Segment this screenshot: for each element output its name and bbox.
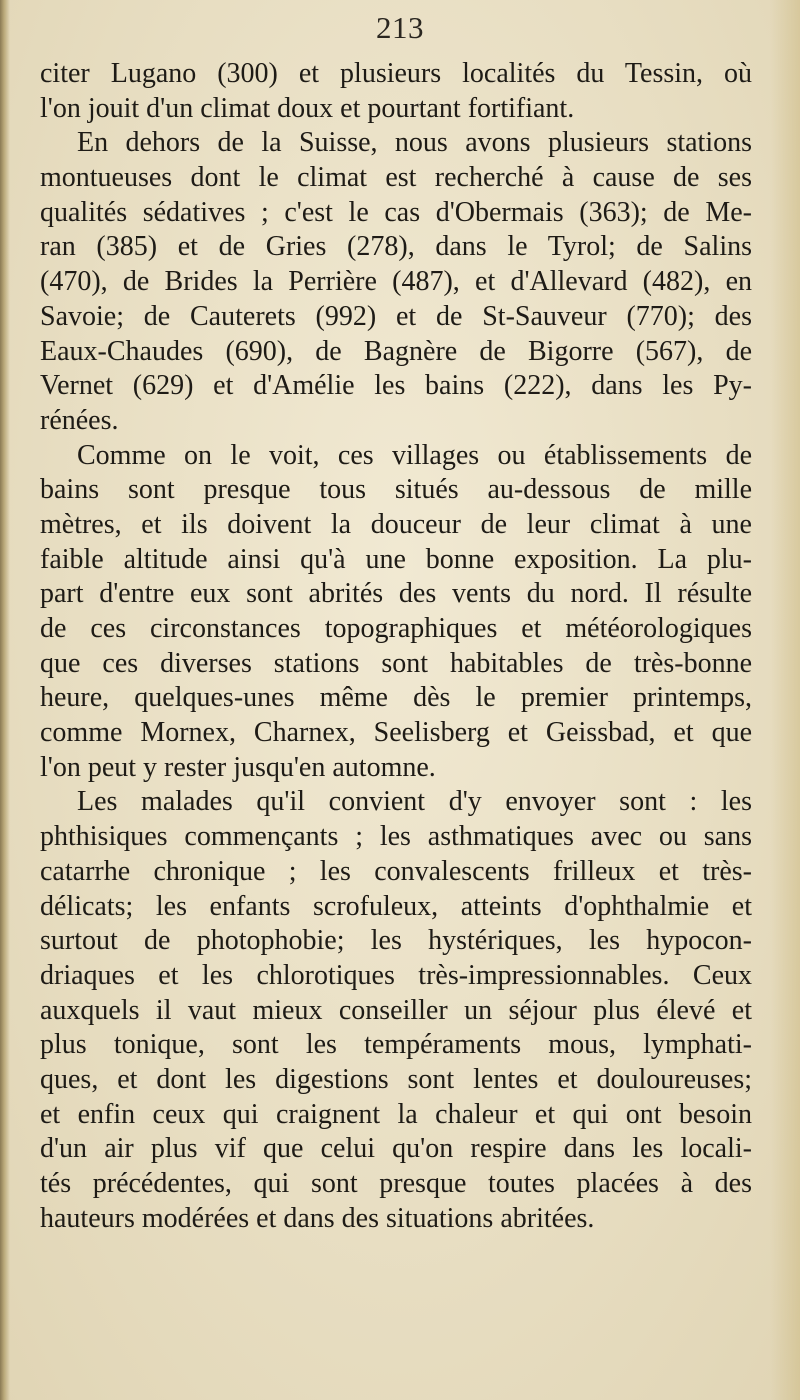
text-line: En dehors de la Suisse, nous avons plusieurs stations xyxy=(77,127,752,159)
page-outer-edge xyxy=(770,0,800,1400)
text-line: ran (385) et de Gries (278), dans le Tyrol; de Salins xyxy=(40,231,752,263)
text-line: Comme on le voit, ces villages ou établissements de xyxy=(77,439,752,471)
text-line: ques, et dont les digestions sont lentes et douloureuses; xyxy=(40,1063,752,1095)
text-line: et enfin ceux qui craignent la chaleur et qui ont besoin xyxy=(40,1098,752,1130)
text-line: catarrhe chronique ; les convalescents frilleux et très- xyxy=(40,855,752,887)
text-line: surtout de photophobie; les hystériques, les hypocon- xyxy=(40,925,752,957)
text-line: hauteurs modérées et dans des situations abritées. xyxy=(40,1202,595,1234)
text-line: citer Lugano (300) et plusieurs localités du Tessin, où xyxy=(40,58,752,89)
text-line: délicats; les enfants scrofuleux, atteints d'ophthalmie et xyxy=(40,890,752,922)
text-line: part d'entre eux sont abrités des vents du nord. Il résulte xyxy=(40,578,752,610)
text-line: mètres, et ils doivent la douceur de leur climat à une xyxy=(40,508,752,540)
text-line: que ces diverses stations sont habitables de très-bonne xyxy=(40,647,752,679)
text-line: l'on peut y rester jusqu'en automne. xyxy=(40,751,436,783)
text-line: qualités sédatives ; c'est le cas d'Obermais (363); de Me- xyxy=(40,196,752,228)
page-binding-edge xyxy=(0,0,10,1400)
text-line: (470), de Brides la Perrière (487), et d'Allevard (482), en xyxy=(40,266,752,298)
text-line: faible altitude ainsi qu'à une bonne exposition. La plu- xyxy=(40,543,752,575)
text-line: phthisiques commençants ; les asthmatiques avec ou sans xyxy=(40,821,752,853)
body-text xyxy=(40,57,752,1236)
text-line: montueuses dont le climat est recherché à cause de ses xyxy=(40,162,752,194)
text-line: rénées. xyxy=(40,404,119,436)
text-line: auxquels il vaut mieux conseiller un séjour plus élevé et xyxy=(40,994,752,1026)
text-line: driaques et les chlorotiques très-impressionnables. Ceux xyxy=(40,959,752,991)
page-number: 213 xyxy=(376,10,424,45)
text-line: plus tonique, sont les tempéraments mous, lymphati- xyxy=(40,1029,752,1061)
text-line: tés précédentes, qui sont presque toutes placées à des xyxy=(40,1168,752,1199)
text-line: heure, quelques-unes même dès le premier printemps, xyxy=(40,682,752,714)
text-line: Eaux-Chaudes (690), de Bagnère de Bigorre (567), de xyxy=(40,335,752,367)
text-line: comme Mornex, Charnex, Seelisberg et Geissbad, et que xyxy=(40,717,752,749)
text-line: de ces circonstances topographiques et météorologiques xyxy=(40,613,752,644)
text-line: Les malades qu'il convient d'y envoyer sont : les xyxy=(77,786,752,818)
text-line: Savoie; de Cauterets (992) et de St-Sauveur (770); des xyxy=(40,300,752,332)
text-line: Vernet (629) et d'Amélie les bains (222), dans les Py- xyxy=(40,370,752,402)
text-line: l'on jouit d'un climat doux et pourtant fortifiant. xyxy=(40,92,575,124)
text-line: bains sont presque tous situés au-dessous de mille xyxy=(40,474,752,506)
text-line: d'un air plus vif que celui qu'on respire dans les locali- xyxy=(40,1133,752,1165)
